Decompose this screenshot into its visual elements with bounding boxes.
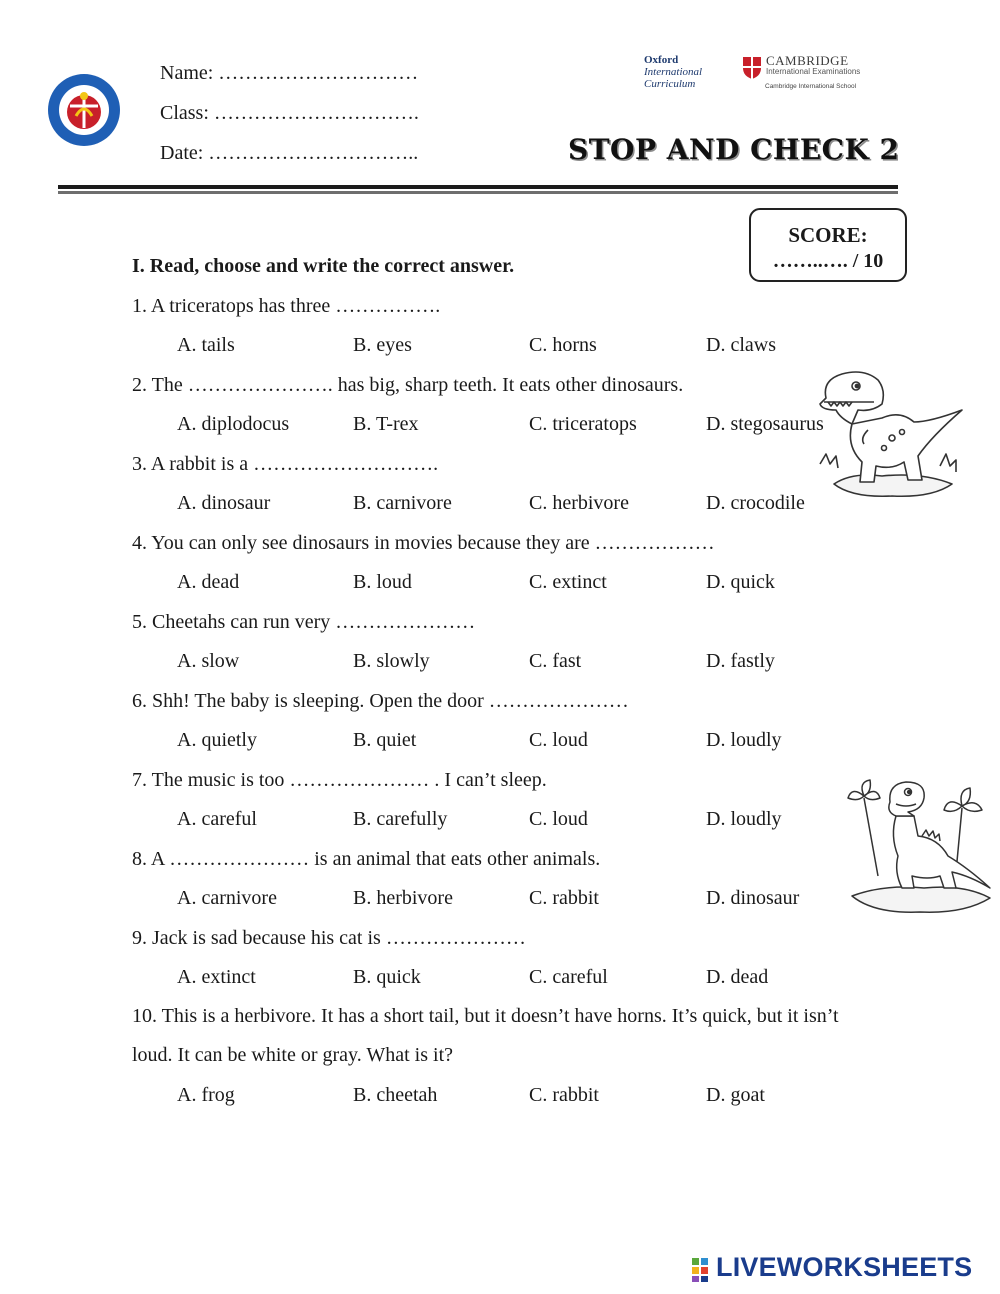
answer-option[interactable]: B. quick bbox=[353, 966, 421, 988]
name-field[interactable]: Name: ………………………… bbox=[160, 62, 419, 84]
answer-option[interactable]: D. crocodile bbox=[706, 492, 805, 514]
answer-option[interactable]: D. stegosaurus bbox=[706, 413, 824, 435]
answer-option[interactable]: C. careful bbox=[529, 966, 608, 988]
answer-option[interactable]: C. horns bbox=[529, 334, 597, 356]
oxford-line2: International bbox=[644, 66, 703, 78]
answer-option[interactable]: C. loud bbox=[529, 808, 588, 830]
answer-option[interactable]: B. cheetah bbox=[353, 1084, 438, 1106]
question-text: 8. A ………………… is an animal that eats other animals. bbox=[132, 848, 601, 870]
answer-option[interactable]: B. T-rex bbox=[353, 413, 419, 435]
answer-option[interactable]: A. diplodocus bbox=[177, 413, 290, 435]
question-text: 10. This is a herbivore. It has a short tail, but it doesn’t have horns. It’s quick, but it isn’t bbox=[132, 1005, 839, 1027]
answer-option[interactable]: A. careful bbox=[177, 808, 257, 830]
answer-option[interactable]: D. loudly bbox=[706, 808, 782, 830]
question-text-continued: loud. It can be white or gray. What is it? bbox=[132, 1044, 454, 1066]
trex-illustration bbox=[812, 366, 964, 504]
question-text: 9. Jack is sad because his cat is ………………… bbox=[132, 927, 526, 949]
question-text: 1. A triceratops has three ……………. bbox=[132, 295, 441, 317]
answer-option[interactable]: B. eyes bbox=[353, 334, 412, 356]
answer-option[interactable]: A. quietly bbox=[177, 729, 257, 751]
answer-option[interactable]: D. goat bbox=[706, 1084, 765, 1106]
answer-option[interactable]: C. triceratops bbox=[529, 413, 637, 435]
score-box bbox=[749, 208, 907, 282]
header-divider bbox=[58, 185, 898, 189]
score-value: ……..…. / 10 bbox=[772, 250, 884, 272]
answer-option[interactable]: C. rabbit bbox=[529, 887, 599, 909]
answer-option[interactable]: A. slow bbox=[177, 650, 240, 672]
question-text: 4. You can only see dinosaurs in movies because they are ……………… bbox=[132, 532, 715, 554]
answer-option[interactable]: C. rabbit bbox=[529, 1084, 599, 1106]
cambridge-school: Cambridge International School bbox=[765, 83, 857, 90]
section-instruction: I. Read, choose and write the correct answer. bbox=[132, 255, 515, 277]
question-text: 7. The music is too ………………… . I can’t sleep. bbox=[132, 769, 547, 791]
question-text: 3. A rabbit is a ………………………. bbox=[132, 453, 439, 475]
answer-option[interactable]: D. fastly bbox=[706, 650, 775, 672]
answer-option[interactable]: A. dead bbox=[177, 571, 240, 593]
answer-option[interactable]: C. fast bbox=[529, 650, 582, 672]
answer-option[interactable]: A. extinct bbox=[177, 966, 256, 988]
dinosaur-illustration bbox=[844, 776, 994, 916]
liveworksheets-brand[interactable]: LIVEWORKSHEETS bbox=[716, 1252, 973, 1282]
class-field[interactable]: Class: …………………………. bbox=[160, 102, 419, 124]
oxford-logo bbox=[644, 54, 702, 90]
answer-option[interactable]: D. claws bbox=[706, 334, 776, 356]
school-logo-icon bbox=[46, 72, 122, 148]
answer-option[interactable]: B. carnivore bbox=[353, 492, 452, 514]
score-label: SCORE: bbox=[788, 223, 868, 247]
cambridge-shield-icon bbox=[742, 56, 762, 80]
answer-option[interactable]: D. dinosaur bbox=[706, 887, 800, 909]
question-text: 2. The …………………. has big, sharp teeth. It eats other dinosaurs. bbox=[132, 374, 684, 396]
liveworksheets-icon bbox=[692, 1258, 718, 1282]
oxford-line3: Curriculum bbox=[644, 78, 696, 90]
answer-option[interactable]: A. dinosaur bbox=[177, 492, 271, 514]
header-divider-shadow bbox=[58, 191, 898, 194]
answer-option[interactable]: C. herbivore bbox=[529, 492, 629, 514]
answer-option[interactable]: B. quiet bbox=[353, 729, 417, 751]
answer-option[interactable]: B. slowly bbox=[353, 650, 430, 672]
cambridge-subtitle: International Examinations bbox=[766, 67, 861, 76]
question-text: 6. Shh! The baby is sleeping. Open the door ………………… bbox=[132, 690, 629, 712]
oxford-line1: Oxford bbox=[644, 54, 679, 66]
answer-option[interactable]: D. quick bbox=[706, 571, 775, 593]
answer-option[interactable]: B. carefully bbox=[353, 808, 448, 830]
answer-option[interactable]: A. tails bbox=[177, 334, 235, 356]
answer-option[interactable]: B. herbivore bbox=[353, 887, 453, 909]
answer-option[interactable]: A. frog bbox=[177, 1084, 235, 1106]
answer-option[interactable]: A. carnivore bbox=[177, 887, 277, 909]
answer-option[interactable]: C. extinct bbox=[529, 571, 607, 593]
answer-option[interactable]: D. dead bbox=[706, 966, 769, 988]
date-field[interactable]: Date: ………………………….. bbox=[160, 142, 419, 164]
answer-option[interactable]: D. loudly bbox=[706, 729, 782, 751]
page-title: STOP AND CHECK 2 bbox=[568, 133, 900, 166]
cambridge-title: CAMBRIDGE bbox=[766, 53, 849, 68]
answer-option[interactable]: C. loud bbox=[529, 729, 588, 751]
question-text: 5. Cheetahs can run very ………………… bbox=[132, 611, 476, 633]
answer-option[interactable]: B. loud bbox=[353, 571, 412, 593]
